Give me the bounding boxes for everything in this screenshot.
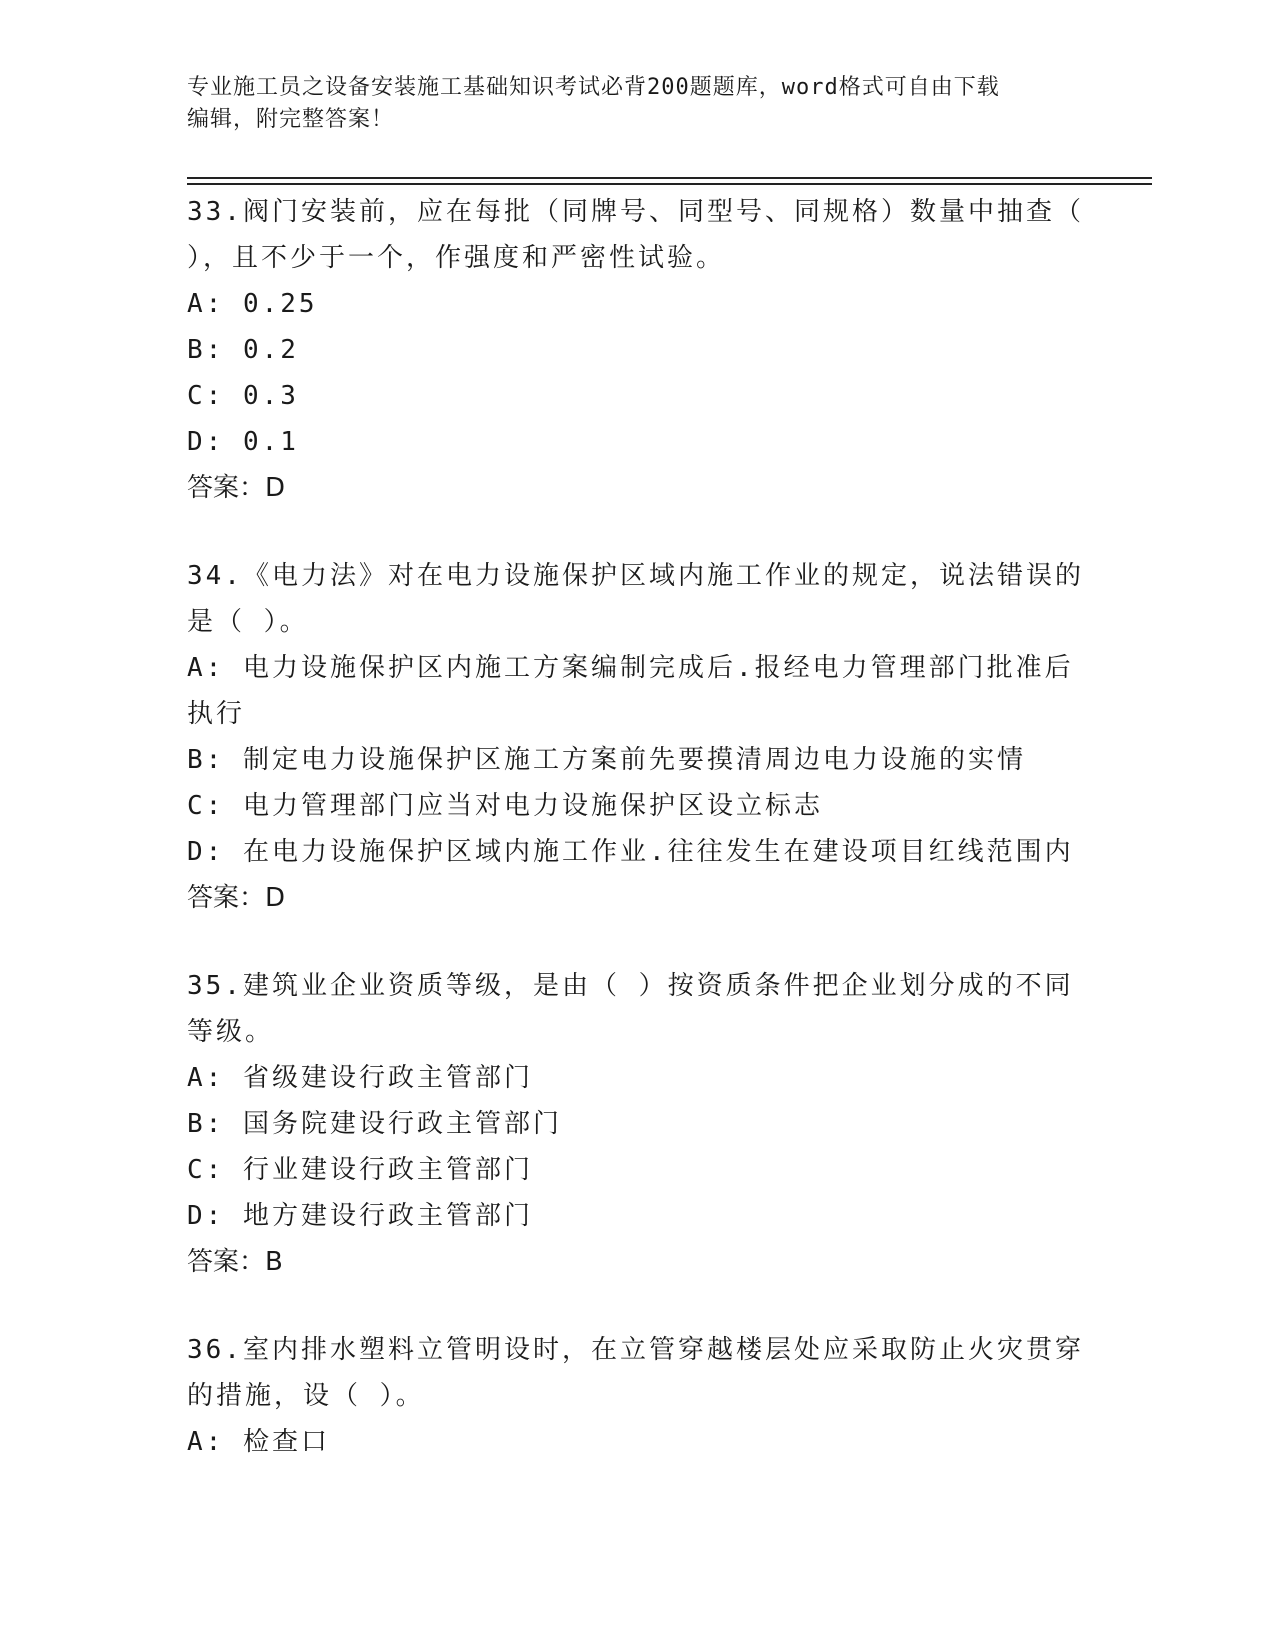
answer-line: 答案：B bbox=[187, 1247, 283, 1277]
question-stem-line: 36.室内排水塑料立管明设时，在立管穿越楼层处应采取防止火灾贯穿 bbox=[187, 1335, 1084, 1365]
option-b: B: 国务院建设行政主管部门 bbox=[187, 1109, 562, 1139]
question-stem-line: 34.《电力法》对在电力设施保护区域内施工作业的规定，说法错误的 bbox=[187, 561, 1084, 591]
question-stem-line: 等级。 bbox=[187, 1017, 275, 1047]
option-a: A: 0.25 bbox=[187, 289, 318, 319]
question-33 bbox=[187, 189, 1087, 511]
question-stem-line: 35.建筑业企业资质等级，是由（ ）按资质条件把企业划分成的不同 bbox=[187, 971, 1074, 1001]
question-stem-line: 33.阀门安装前，应在每批（同牌号、同型号、同规格）数量中抽查（ bbox=[187, 197, 1084, 227]
question-list bbox=[187, 189, 1087, 1465]
option-c: C: 行业建设行政主管部门 bbox=[187, 1155, 533, 1185]
header-divider-top bbox=[187, 177, 1152, 179]
question-stem-line: 的措施，设（ ）。 bbox=[187, 1381, 425, 1411]
option-b: B: 0.2 bbox=[187, 335, 299, 365]
option-c: C: 0.3 bbox=[187, 381, 299, 411]
option-a-continued: 执行 bbox=[187, 699, 246, 729]
answer-line: 答案：D bbox=[187, 883, 286, 913]
option-b: B: 制定电力设施保护区施工方案前先要摸清周边电力设施的实情 bbox=[187, 745, 1026, 775]
option-a: A: 检查口 bbox=[187, 1427, 330, 1457]
question-stem-line: 是（ ）。 bbox=[187, 607, 309, 637]
spacer bbox=[187, 921, 1087, 963]
option-a: A: 电力设施保护区内施工方案编制完成后.报经电力管理部门批准后 bbox=[187, 653, 1074, 683]
spacer bbox=[187, 1285, 1087, 1327]
question-34 bbox=[187, 553, 1087, 921]
option-c: C: 电力管理部门应当对电力设施保护区设立标志 bbox=[187, 791, 823, 821]
question-36 bbox=[187, 1327, 1087, 1465]
question-stem-line: ），且不少于一个，作强度和严密性试验。 bbox=[187, 243, 726, 273]
option-d: D: 地方建设行政主管部门 bbox=[187, 1201, 533, 1231]
header-title-line-2: 编辑，附完整答案！ bbox=[187, 107, 395, 132]
header-divider-bottom bbox=[187, 183, 1152, 185]
header-title-line-1: 专业施工员之设备安装施工基础知识考试必背200题题库，word格式可自由下载 bbox=[187, 75, 1000, 100]
question-35 bbox=[187, 963, 1087, 1285]
answer-line: 答案：D bbox=[187, 473, 286, 503]
option-d: D: 在电力设施保护区域内施工作业.往往发生在建设项目红线范围内 bbox=[187, 837, 1074, 867]
option-d: D: 0.1 bbox=[187, 427, 299, 457]
document-header bbox=[187, 72, 1067, 136]
option-a: A: 省级建设行政主管部门 bbox=[187, 1063, 533, 1093]
spacer bbox=[187, 511, 1087, 553]
